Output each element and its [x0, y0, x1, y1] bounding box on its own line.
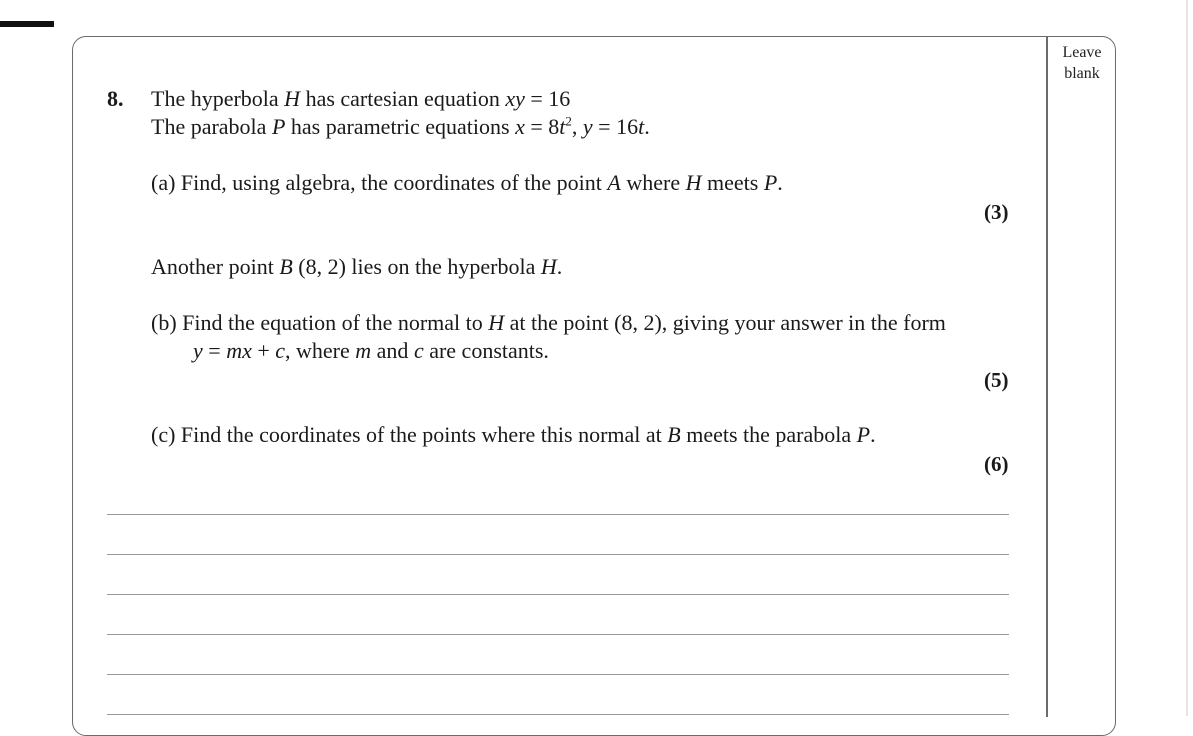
answer-line	[107, 634, 1009, 635]
part-c-text: (c) Find the coordinates of the points where this normal at B meets the parabola P.	[151, 422, 876, 447]
leave-text: Leave	[1062, 44, 1102, 61]
question-frame	[72, 36, 1116, 736]
another-point-text: Another point B (8, 2) lies on the hyperbola H.	[151, 254, 563, 279]
question-number: 8.	[107, 86, 124, 111]
margin-divider	[1046, 37, 1048, 717]
part-b-marks: (5)	[984, 368, 1009, 392]
answer-line	[107, 594, 1009, 595]
part-b-line-2: y = mx + c, where m and c are constants.	[193, 338, 549, 363]
answer-line	[107, 514, 1009, 515]
answer-line	[107, 554, 1009, 555]
scrollbar-track	[1186, 0, 1188, 716]
leave-blank-label	[1048, 42, 1116, 84]
answer-line	[107, 674, 1009, 675]
part-c-marks: (6)	[984, 452, 1009, 476]
blank-text: blank	[1064, 65, 1100, 82]
part-b-line-1: (b) Find the equation of the normal to H at the point (8, 2), giving your answer in the form	[151, 310, 946, 335]
intro-line-2: The parabola P has parametric equations $x = 8t^2$, y = 16t.	[151, 113, 650, 139]
part-a-text: (a) Find, using algebra, the coordinates of the point A where H meets P.	[151, 170, 783, 195]
corner-mark	[0, 21, 54, 27]
part-a-marks: (3)	[984, 200, 1009, 224]
intro-line-1: The hyperbola H has cartesian equation xy = 16	[151, 86, 571, 111]
answer-line	[107, 714, 1009, 715]
